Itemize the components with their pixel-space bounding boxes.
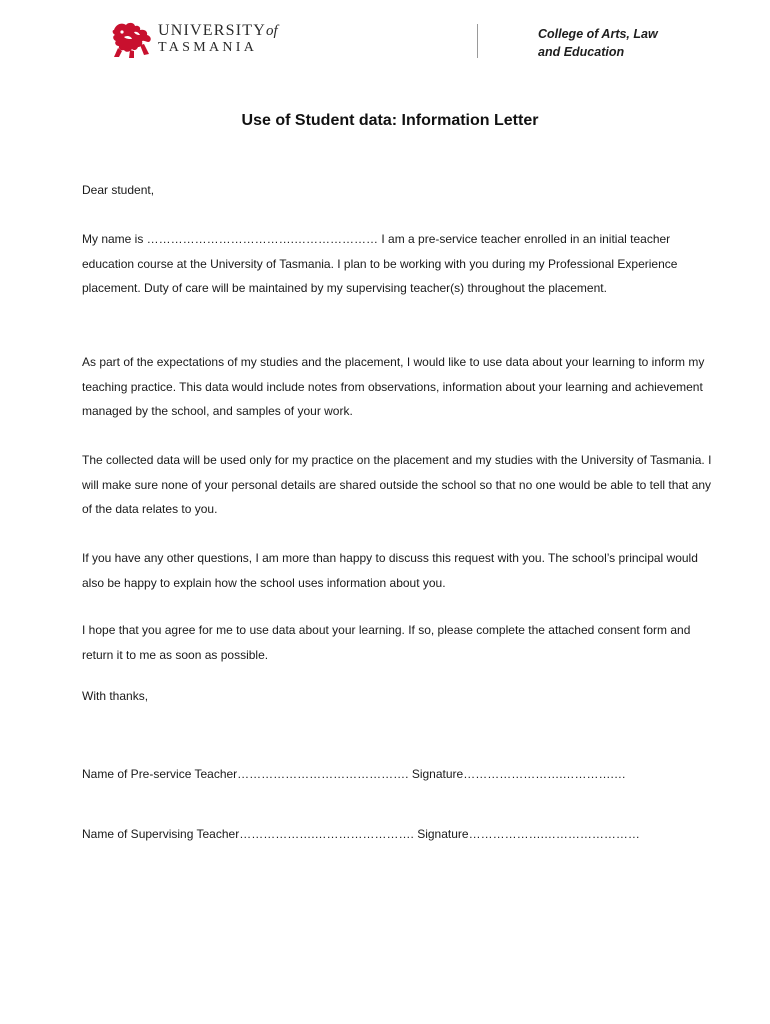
college-name-line2: and Education: [538, 45, 625, 59]
supervising-teacher-signature-line: Name of Supervising Teacher……………….……………………. Signature……………….……………………: [82, 827, 640, 841]
paragraph-questions: If you have any other questions, I am more than happy to discuss this request with you. The school’s principal would also be happy to explain how the school uses information about you.: [82, 551, 698, 590]
university-logo: [110, 20, 300, 62]
salutation: Dear student,: [82, 183, 155, 197]
header-divider: [477, 24, 478, 58]
logo-tasmania-text: TASMANIA: [158, 40, 258, 55]
college-name: [538, 25, 698, 61]
closing: With thanks,: [82, 689, 149, 703]
college-name-line1: College of Arts, Law: [538, 27, 658, 41]
logo-university-text: UNIVERSITYof: [158, 22, 278, 39]
paragraph-privacy: The collected data will be used only for my practice on the placement and my studies with the University of Tasmania. I will make sure none of your personal details are shared outside the school so that no one would be able to tell that any of the data relates to you.: [82, 453, 712, 516]
paragraph-consent: I hope that you agree for me to use data about your learning. If so, please complete the attached consent form and return it to me as soon as possible.: [82, 623, 691, 662]
paragraph-data-use: As part of the expectations of my studies and the placement, I would like to use data about your learning to inform my teaching practice. This data would include notes from observations, information about your learning and achievement managed by the school, and samples of your work.: [82, 355, 705, 418]
letter-title: Use of Student data: Information Letter: [241, 112, 539, 129]
letterhead: [0, 0, 770, 80]
paragraph-introduction: My name is ……………………………….………………… I am a pre-service teacher enrolled in an initial teacher education course at the University of Tasmania. I plan to be working with you during my Professional Experience placement. Duty of care will be maintained by my supervising teacher(s) throughout the placement.: [82, 232, 678, 295]
tasmanian-lion-crest-icon: [110, 20, 154, 60]
preservice-teacher-signature-line: Name of Pre-service Teacher……………………………………. Signature…………………….………….…: [82, 767, 626, 781]
